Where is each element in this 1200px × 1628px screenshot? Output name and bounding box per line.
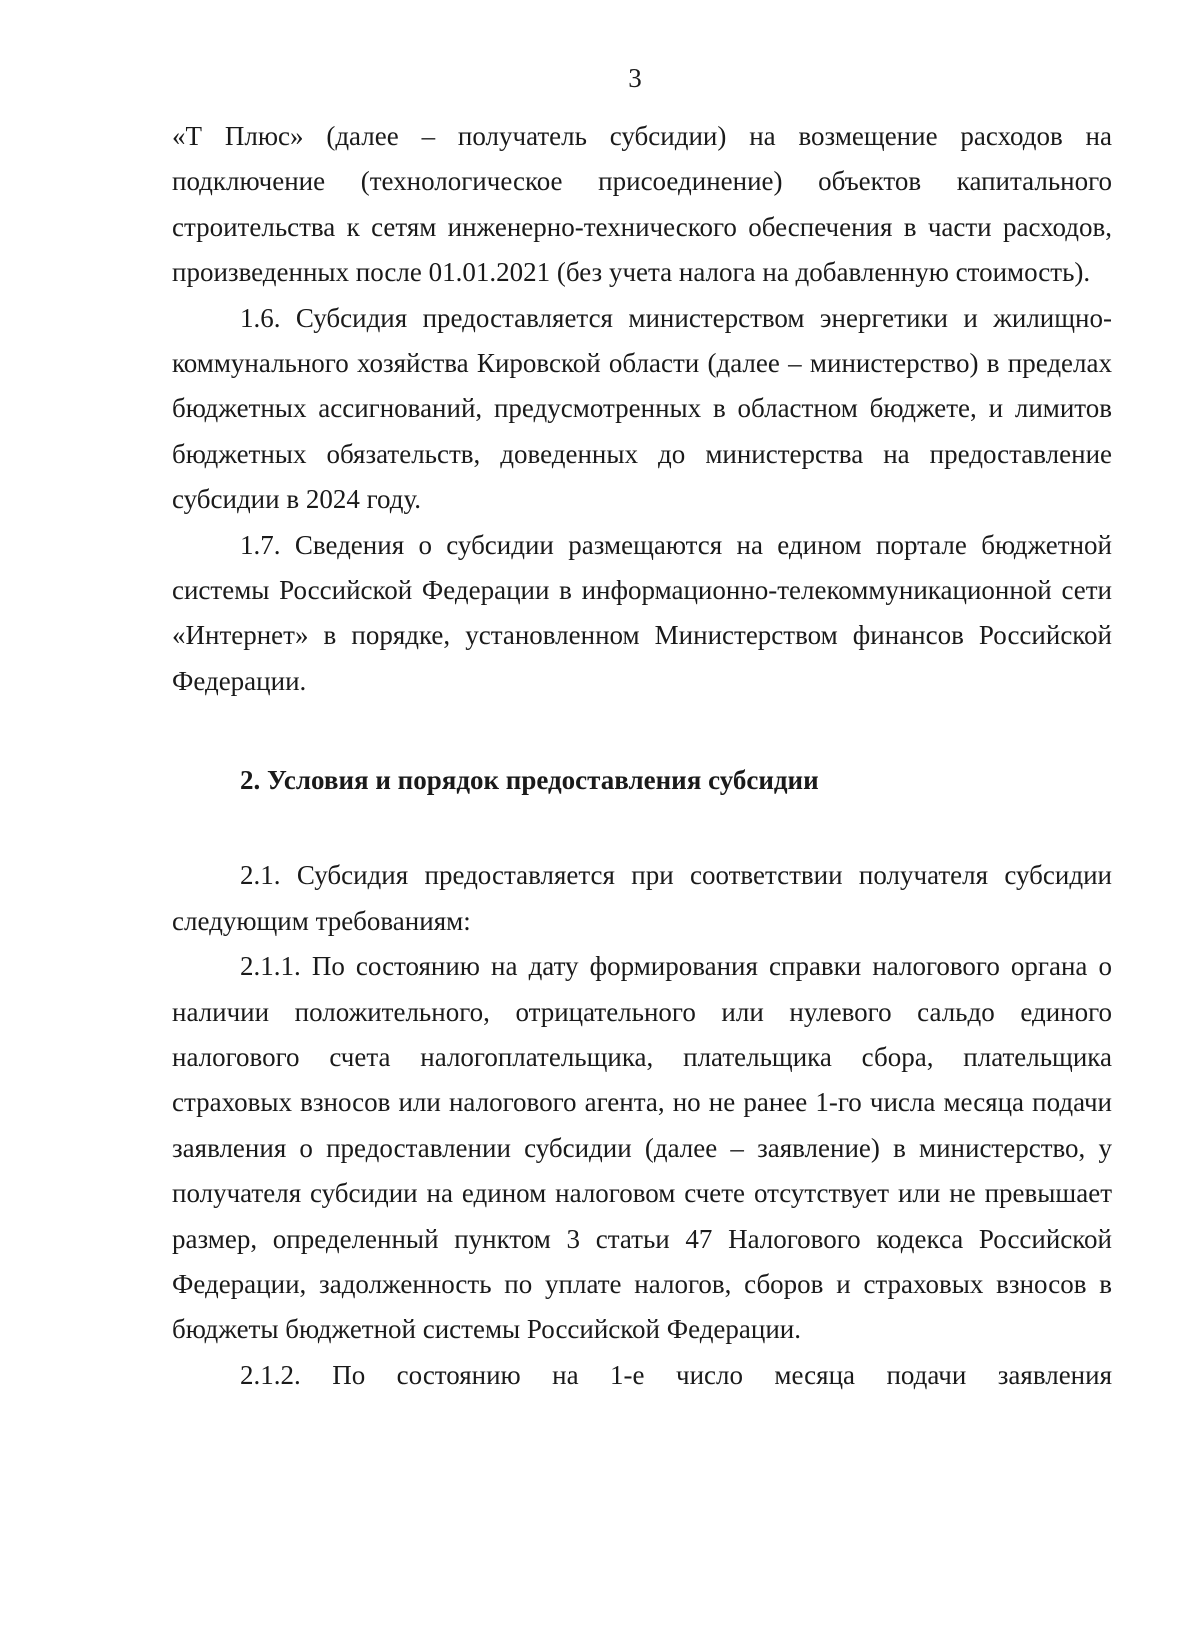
- document-body: [172, 114, 1112, 1398]
- paragraph-2-1-1: 2.1.1. По состоянию на дату формирования справки налогового органа о наличии положительного, отрицательного или нулевого сальдо единого налогового счета налогоплательщика, плательщика сбора, плательщика страховых взносов или налогового агента, но не ранее 1-го числа месяца подачи заявления о предоставлении субсидии (далее – заявление) в министерство, у получателя субсидии на едином налоговом счете отсутствует или не превышает размер, определенный пунктом 3 статьи 47 Налогового кодекса Российской Федерации, задолженность по уплате налогов, сборов и страховых взносов в бюджеты бюджетной системы Российской Федерации.: [172, 951, 1112, 1345]
- paragraph-2-1-2: 2.1.2. По состоянию на 1-е число месяца подачи заявления: [240, 1359, 1112, 1390]
- page-number: 3: [628, 63, 642, 93]
- section-heading: 2. Условия и порядок предоставления субсидии: [240, 765, 819, 796]
- paragraph-1-6: 1.6. Субсидия предоставляется министерством энергетики и жилищно-коммунального хозяйства Кировской области (далее – министерство) в пределах бюджетных ассигнований, предусмотренных в областном бюджете, и лимитов бюджетных обязательств, доведенных до министерства на предоставление субсидии в 2024 году.: [172, 302, 1112, 515]
- paragraph-1-7: 1.7. Сведения о субсидии размещаются на едином портале бюджетной системы Российской Федерации в информационно-телекоммуникационной сети «Интернет» в порядке, установленном Министерством финансов Российской Федерации.: [172, 529, 1112, 696]
- paragraph-continuation: «Т Плюс» (далее – получатель субсидии) на возмещение расходов на подключение (технологическое присоединение) объектов капитального строительства к сетям инженерно-технического обеспечения в части расходов, произведенных после 01.01.2021 (без учета налога на добавленную стоимость).: [172, 121, 1112, 288]
- paragraph-2-1: 2.1. Субсидия предоставляется при соответствии получателя субсидии следующим требованиям:: [172, 860, 1112, 936]
